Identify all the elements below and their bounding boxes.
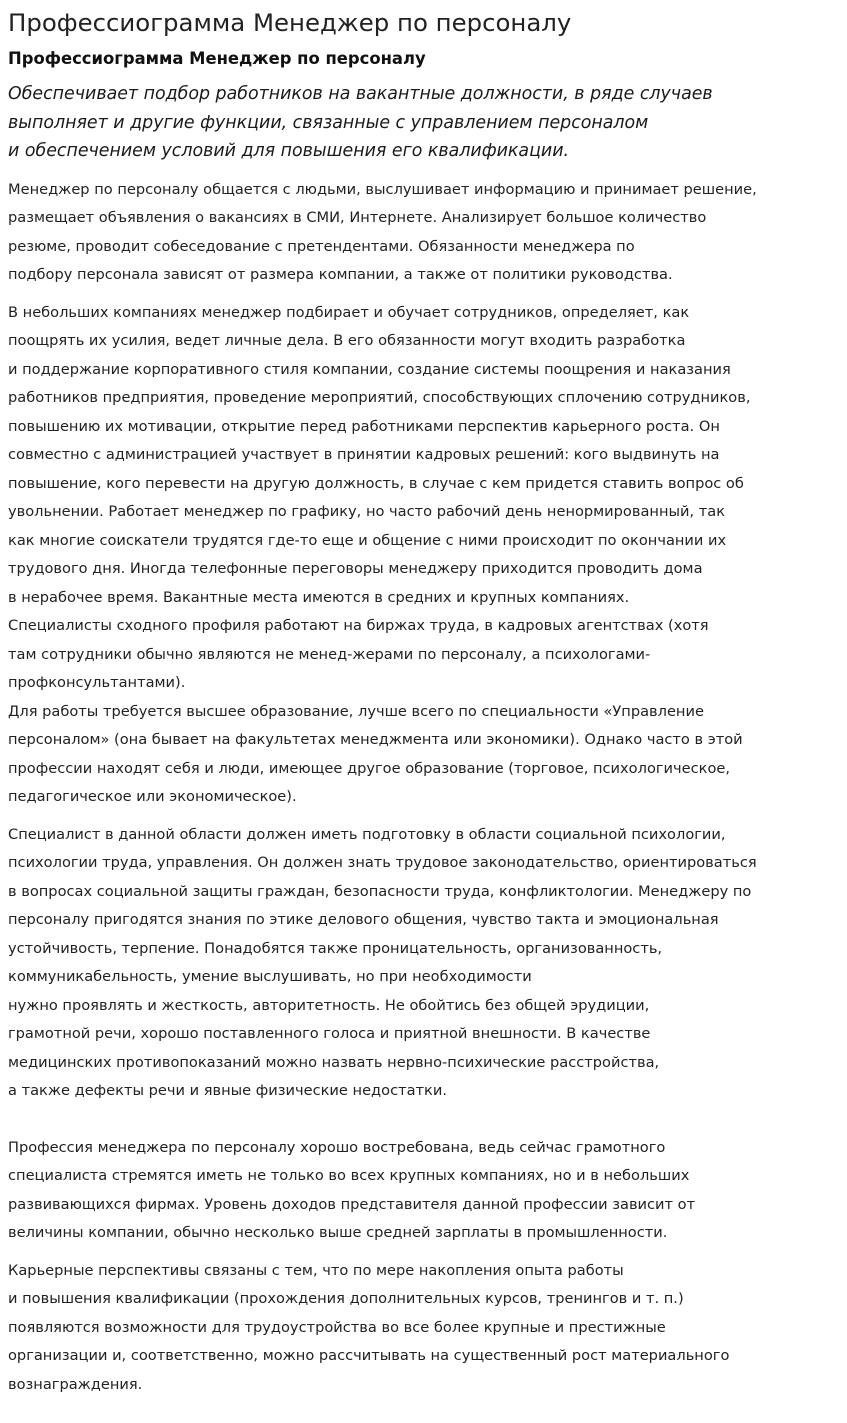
- text-line: размещает объявления о вакансиях в СМИ, Интернете. Анализирует большое количество: [8, 209, 707, 226]
- text-line: поощрять их усилия, ведет личные дела. В его обязанности могут входить разработка: [8, 332, 686, 349]
- text-line: медицинских противопоказаний можно назвать нервно-психические расстройства,: [8, 1053, 660, 1071]
- text-line: увольнении. Работает менеджер по графику, но часто рабочий день ненормированный, так: [8, 503, 726, 520]
- text-line: развивающихся фирмах. Уровень доходов представителя данной профессии зависит от: [8, 1195, 696, 1213]
- lead-line: и обеспечением условий для повышения его квалификации.: [8, 141, 570, 161]
- text-line: Профессия менеджера по персоналу хорошо востребована, ведь сейчас грамотного: [8, 1138, 666, 1156]
- text-line: профконсультантами).: [8, 674, 186, 691]
- text-line: устойчивость, терпение. Понадобятся также проницательность, организованность,: [8, 939, 663, 957]
- text-line: организации и, соответственно, можно рассчитывать на существенный рост материального: [8, 1347, 730, 1364]
- text-line: нужно проявлять и жесткость, авторитетность. Не обойтись без общей эрудиции,: [8, 996, 650, 1014]
- paragraph-requirements: [8, 821, 839, 1106]
- text-line: а также дефекты речи и явные физические недостатки.: [8, 1082, 447, 1099]
- text-line: повышению их мотивации, открытие перед работниками перспектив карьерного роста. Он: [8, 417, 720, 435]
- text-line: Карьерные перспективы связаны с тем, что по мере накопления опыта работы: [8, 1261, 624, 1279]
- paragraph-demand: [8, 1134, 839, 1248]
- text-line: совместно с администрацией участвует в принятии кадровых решений: кого выдвинуть на: [8, 446, 720, 463]
- text-line: резюме, проводит собеседование с претендентами. Обязанности менеджера по: [8, 237, 635, 255]
- text-line: работников предприятия, проведение мероприятий, способствующих сплочению сотрудников,: [8, 389, 751, 406]
- text-line: величины компании, обычно несколько выше средней зарплаты в промышленности.: [8, 1224, 668, 1241]
- text-line: и поддержание корпоративного стиля компании, создание системы поощрения и наказания: [8, 360, 731, 378]
- lead-line: выполняет и другие функции, связанные с управлением персоналом: [8, 112, 649, 133]
- text-line: Специалисты сходного профиля работают на биржах труда, в кадровых агентствах (хотя: [8, 617, 709, 634]
- text-line: Для работы требуется высшее образование, лучше всего по специальности «Управление: [8, 702, 704, 720]
- text-line: трудового дня. Иногда телефонные переговоры менеджеру приходится проводить дома: [8, 560, 703, 577]
- text-line: там сотрудники обычно являются не менед-жерами по персоналу, а психологами-: [8, 645, 651, 663]
- paragraph-small-companies: [8, 299, 839, 812]
- paragraph-career: [8, 1257, 839, 1400]
- text-line: в вопросах социальной защиты граждан, безопасности труда, конфликтологии. Менеджеру по: [8, 882, 752, 900]
- text-line: Специалист в данной области должен иметь подготовку в области социальной психологии,: [8, 825, 726, 843]
- text-line: в нерабочее время. Вакантные места имеются в средних и крупных компаниях.: [8, 588, 630, 606]
- text-line: персоналом» (она бывает на факультетах менеджмента или экономики). Однако часто в этой: [8, 731, 743, 748]
- text-line: специалиста стремятся иметь не только во всех крупных компаниях, но и в небольших: [8, 1167, 690, 1184]
- text-line: появляются возможности для трудоустройства во все более крупные и престижные: [8, 1318, 666, 1336]
- text-line: подбору персонала зависят от размера компании, а также от политики руководства.: [8, 266, 673, 283]
- text-line: психологии труда, управления. Он должен знать трудовое законодательство, ориентироваться: [8, 854, 757, 871]
- text-line: и повышения квалификации (прохождения дополнительных курсов, тренингов и т. п.): [8, 1290, 684, 1307]
- lead-paragraph: [8, 80, 839, 166]
- paragraph-duties: [8, 176, 839, 290]
- text-line: персоналу пригодятся знания по этике делового общения, чувство такта и эмоциональная: [8, 911, 719, 928]
- lead-line: Обеспечивает подбор работников на вакантные должности, в ряде случаев: [8, 84, 713, 104]
- section-heading: Профессиограмма Менеджер по персоналу: [8, 49, 426, 68]
- text-line: В небольших компаниях менеджер подбирает и обучает сотрудников, определяет, как: [8, 303, 690, 321]
- page-title: Профессиограмма Менеджер по персоналу: [8, 8, 572, 37]
- text-line: профессии находят себя и люди, имеющее другое образование (торговое, психологическое,: [8, 759, 731, 777]
- text-line: вознаграждения.: [8, 1375, 143, 1393]
- text-line: Менеджер по персоналу общается с людьми, выслушивает информацию и принимает решение,: [8, 180, 757, 198]
- text-line: грамотной речи, хорошо поставленного голоса и приятной внешности. В качестве: [8, 1025, 651, 1042]
- text-line: педагогическое или экономическое).: [8, 788, 297, 805]
- spacer: [8, 1115, 839, 1134]
- text-line: повышение, кого перевести на другую должность, в случае с кем придется ставить вопрос об: [8, 474, 744, 492]
- text-line: как многие соискатели трудятся где-то еще и общение с ними происходит по окончании их: [8, 531, 727, 549]
- text-line: коммуникабельность, умение выслушивать, но при необходимости: [8, 968, 532, 985]
